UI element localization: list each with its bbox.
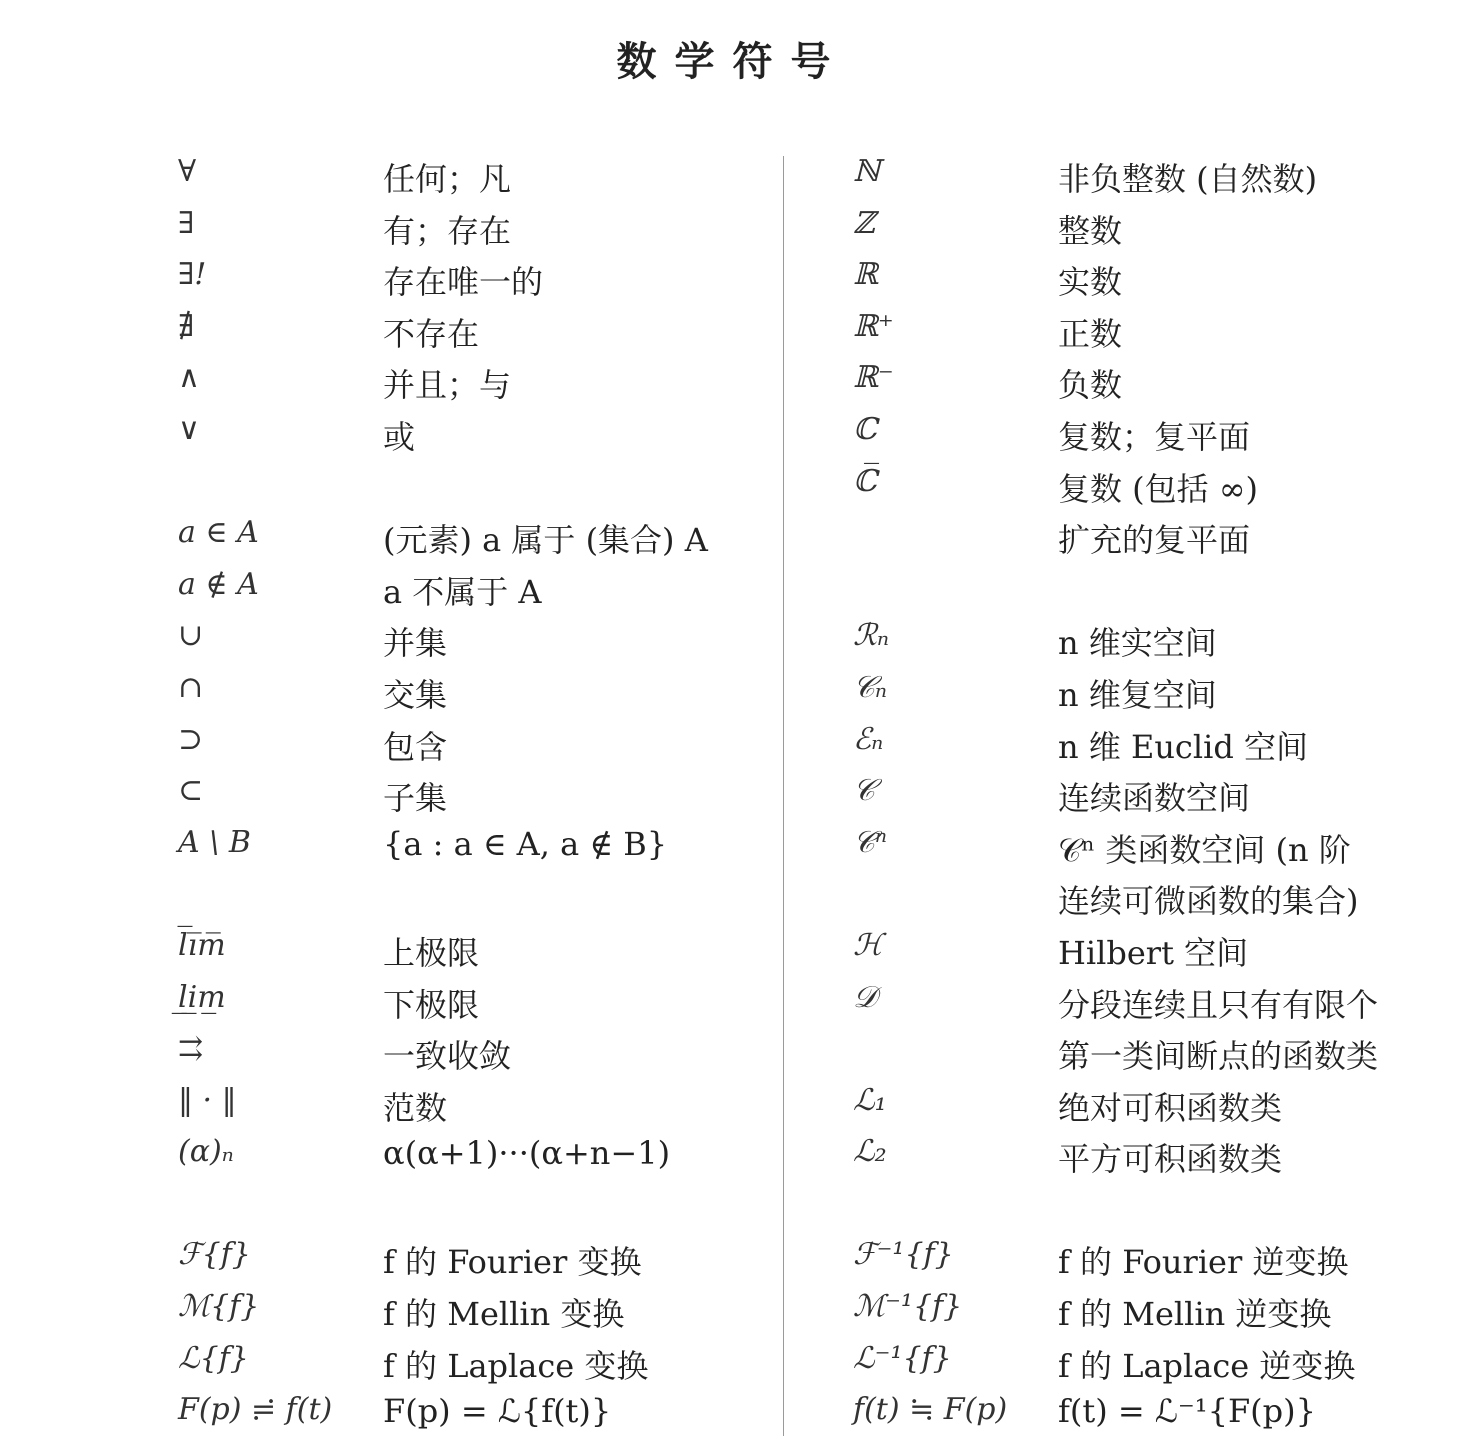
symbol: ∃! — [178, 257, 207, 293]
symbol-description: F(p) = ℒ{f(t)} — [383, 1392, 612, 1431]
symbol: ℋ — [853, 927, 883, 963]
symbol: ℂ — [853, 411, 877, 447]
symbol-description: 子集 — [383, 779, 448, 818]
symbol-description: 复数 (包括 ∞) — [1058, 469, 1258, 508]
symbol-description: 连续函数空间 — [1058, 779, 1251, 818]
symbol: ℱ{f} — [178, 1237, 251, 1273]
column-divider — [783, 156, 784, 1436]
symbol: f(t) ≒ F(p) — [853, 1392, 1008, 1428]
symbol: 𝒞ⁿ — [853, 824, 888, 860]
symbol-description: f 的 Laplace 变换 — [383, 1346, 649, 1385]
symbol-description: 不存在 — [383, 314, 480, 353]
symbol-description: f 的 Fourier 变换 — [383, 1243, 642, 1282]
symbol: ℝ — [853, 257, 878, 293]
symbol-description: 扩充的复平面 — [1058, 521, 1251, 560]
symbol: ⊃ — [178, 721, 204, 757]
symbol: ∃ — [178, 205, 195, 241]
symbol: ℤ — [853, 205, 875, 241]
symbol: ℂ̅ — [853, 463, 877, 499]
symbol-description: f 的 Laplace 逆变换 — [1058, 1346, 1356, 1385]
symbol: 𝒟 — [853, 979, 877, 1015]
symbol-description: 负数 — [1058, 366, 1123, 405]
page-title: 数学符号 — [616, 39, 849, 85]
symbol-description: {a : a ∈ A, a ∉ B} — [383, 824, 668, 863]
symbol: 𝒞 — [853, 773, 875, 809]
symbol-description: 存在唯一的 — [383, 263, 544, 302]
symbol: ∪ — [178, 618, 204, 654]
symbol-description: 整数 — [1058, 211, 1123, 250]
symbol: ℝ⁺ — [853, 308, 894, 344]
symbol: ∄ — [178, 308, 195, 344]
symbol-description: 平方可积函数类 — [1058, 1140, 1283, 1179]
symbol: ℒ⁻¹{f} — [853, 1340, 952, 1376]
symbol-description: 分段连续且只有有限个 — [1058, 985, 1379, 1024]
symbol-description: f(t) = ℒ⁻¹{F(p)} — [1058, 1392, 1316, 1431]
symbol-description: 绝对可积函数类 — [1058, 1088, 1283, 1127]
symbol-description: 复数；复平面 — [1058, 417, 1251, 456]
symbol: ∧ — [178, 360, 200, 396]
symbol-description: 下极限 — [383, 985, 480, 1024]
symbol-description: 上极限 — [383, 933, 480, 972]
symbol: (α)ₙ — [178, 1134, 234, 1170]
symbol: ℒ₁ — [853, 1082, 887, 1118]
symbol-description: 包含 — [383, 727, 448, 766]
symbol-description: f 的 Mellin 逆变换 — [1058, 1295, 1332, 1334]
symbol: A \ B — [178, 824, 251, 860]
symbol: ℒ{f} — [178, 1340, 249, 1376]
symbol-description: n 维复空间 — [1058, 675, 1217, 714]
symbol: ⊂ — [178, 773, 204, 809]
symbol-description: n 维实空间 — [1058, 624, 1217, 663]
symbol-description: 实数 — [1058, 263, 1123, 302]
symbol: l̲i̲m̲ — [178, 979, 226, 1015]
symbol: ∩ — [178, 669, 204, 705]
symbol: ℳ{f} — [178, 1289, 260, 1325]
symbol-description: 或 — [383, 417, 416, 456]
symbol-description: 第一类间断点的函数类 — [1058, 1037, 1379, 1076]
symbol: a ∈ A — [178, 515, 259, 551]
symbol-description: (元素) a 属于 (集合) A — [383, 521, 708, 560]
symbol-description: f 的 Mellin 变换 — [383, 1295, 625, 1334]
symbol: ℒ₂ — [853, 1134, 887, 1170]
symbol: ‖ · ‖ — [178, 1082, 237, 1118]
symbol: ℰₙ — [853, 721, 884, 757]
symbol: a ∉ A — [178, 566, 259, 602]
symbol-description: 𝒞ⁿ 类函数空间 (n 阶 — [1058, 830, 1351, 869]
symbol-description: n 维 Euclid 空间 — [1058, 727, 1308, 766]
symbol-description: 正数 — [1058, 314, 1123, 353]
symbol-description: 并且；与 — [383, 366, 512, 405]
symbol: ℛₙ — [853, 618, 890, 654]
symbol-description: 非负整数 (自然数) — [1058, 160, 1318, 198]
symbol-description: f 的 Fourier 逆变换 — [1058, 1243, 1349, 1282]
symbol-description: 范数 — [383, 1088, 448, 1127]
symbol-description: 并集 — [383, 624, 448, 663]
symbol-description: 一致收敛 — [383, 1037, 512, 1076]
symbol-description: 交集 — [383, 675, 448, 714]
symbol: ∨ — [178, 411, 200, 447]
symbol-description: 任何；凡 — [383, 160, 512, 198]
symbol-description: 连续可微函数的集合) — [1058, 882, 1359, 921]
symbol: ℝ⁻ — [853, 360, 894, 396]
symbol-description: α(α+1)···(α+n−1) — [383, 1134, 671, 1173]
symbol: ∀ — [178, 154, 197, 189]
symbol: ⇉ — [178, 1031, 204, 1067]
symbol: ℕ — [853, 154, 881, 189]
symbol: l̅i̅m̅ — [178, 927, 226, 963]
symbol: 𝒞ₙ — [853, 669, 888, 705]
symbol-description: a 不属于 A — [383, 572, 542, 611]
symbol-description: Hilbert 空间 — [1058, 933, 1249, 972]
symbol: F(p) ≓ f(t) — [178, 1392, 333, 1428]
symbol: ℳ⁻¹{f} — [853, 1289, 963, 1325]
symbol: ℱ⁻¹{f} — [853, 1237, 954, 1273]
symbol-description: 有；存在 — [383, 211, 512, 250]
